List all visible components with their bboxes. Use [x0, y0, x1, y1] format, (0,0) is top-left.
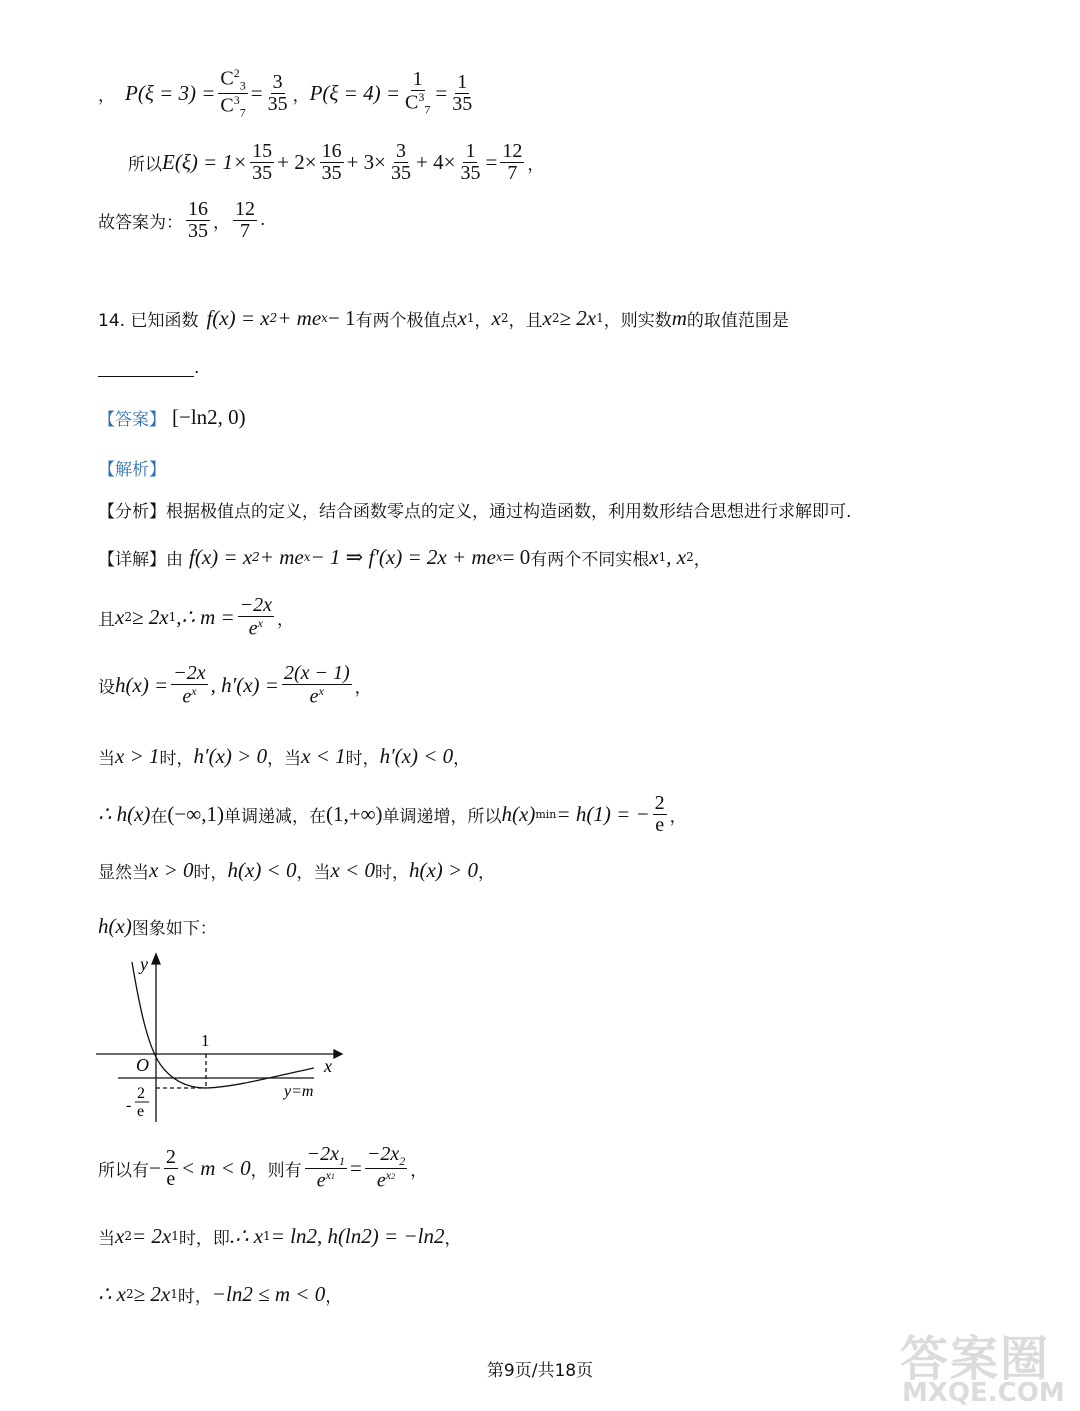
- mono-t2: 单调递减，在: [223, 806, 326, 827]
- watermark-bottom: MXQE.COM: [902, 1378, 1065, 1408]
- d1-end: ，: [453, 748, 471, 769]
- xr-t1: 显然当: [98, 862, 149, 883]
- p-symbol: P: [125, 80, 138, 105]
- p-xi-3: (ξ = 3) =: [137, 80, 216, 105]
- you: 由: [166, 549, 183, 570]
- f-12-7: $\frac{12}{7}$: [502, 139, 523, 184]
- sy-t1: 所以有: [98, 1160, 149, 1181]
- xj-e4: = 0: [502, 544, 531, 569]
- answer-label: 【答案】: [98, 409, 166, 430]
- function-graph: [96, 950, 346, 1125]
- xr-e1: x > 0: [149, 857, 194, 882]
- f-symbol: f: [206, 305, 213, 330]
- ans-12-7: $\frac{12}{7}$: [235, 197, 255, 242]
- d2-t1: 当: [98, 1228, 115, 1249]
- label-suoyi: 所以: [128, 154, 162, 175]
- label-gu: 故答案为：: [98, 212, 183, 233]
- minus-1: − 1: [327, 305, 356, 330]
- d1-t1: 当: [98, 748, 115, 769]
- p-xi-4: (ξ = 4) =: [322, 80, 400, 105]
- she-mid: , h′(x) =: [210, 672, 279, 697]
- qie-end: ，: [277, 609, 295, 630]
- xr-t4: 时，: [374, 862, 409, 883]
- f-15-35: $\frac{15}{35}$: [252, 139, 273, 184]
- fenxi-row: [98, 496, 851, 522]
- plus4: + 4×: [416, 149, 456, 174]
- d1-e4: h′(x) < 0: [379, 743, 454, 768]
- qie-e3: ,∴ m =: [176, 604, 235, 629]
- page-footer: 第9页/共18页: [486, 1361, 594, 1381]
- q14-t2: 有两个极值点: [355, 310, 458, 331]
- xianran-row: [98, 854, 495, 886]
- analysis-row: [98, 454, 166, 480]
- qie-frac: $\frac{-2x}{e^x}$: [239, 593, 273, 640]
- final-row: ∴ x 2 ≥ 2x 1 时， −ln2 ≤ m < 0 ，: [98, 1281, 343, 1307]
- qie-t: 且: [98, 609, 115, 630]
- label-x: x: [324, 1056, 332, 1076]
- xj-e2: + me: [259, 544, 304, 569]
- x-arrow: [334, 1050, 342, 1058]
- dang1-row: [98, 740, 470, 772]
- xj-roots2: , x: [666, 544, 687, 569]
- qie-e2: ≥ 2x: [131, 604, 169, 629]
- f-end: ，: [325, 1286, 343, 1307]
- f-e1: ∴ x: [98, 1281, 126, 1306]
- f-e3: −ln2 ≤ m < 0: [211, 1281, 326, 1306]
- she-e: h(x) =: [115, 672, 169, 697]
- xj-e3: − 1 ⇒ f′(x) = 2x + me: [310, 544, 496, 569]
- d2-end: ，: [444, 1228, 462, 1249]
- q14-t4: ，且: [508, 310, 543, 331]
- xiangjie-row: 【详解】 由 f(x) = x 2 + me x − 1 ⇒ f′(x) = 2x + me x = 0 有两个不同实根 x 1 , x 2 ，: [98, 544, 711, 570]
- h-curve: [132, 962, 314, 1088]
- fx-expr: (x) = x: [212, 305, 270, 330]
- ans-16-35: $\frac{16}{35}$: [188, 197, 208, 242]
- comma: ，: [98, 85, 115, 106]
- sy-frac1: $\frac{-2x_1}{e^{x1}}$: [306, 1143, 345, 1192]
- xr-t2: 时，: [193, 862, 228, 883]
- graph-t: 图象如下：: [131, 918, 217, 939]
- end: ，: [527, 154, 545, 175]
- xj-e1: f(x) = x: [189, 544, 253, 569]
- sep: ，: [292, 85, 310, 106]
- period: .: [260, 210, 266, 230]
- mono-frac: $\frac{2}{e}$: [654, 791, 665, 836]
- blank-period: .: [194, 358, 200, 378]
- comb-frac: $\frac{C^2_3}{C^3_7}$: [220, 66, 246, 120]
- mono-min: min: [535, 807, 557, 821]
- label-one: 1: [201, 1031, 210, 1050]
- y-arrow: [152, 954, 160, 964]
- prob-line-1: ， P (ξ = 3) = $\frac{C^2_3}{C^3_7}$ = $\frac{3}{35}$ ， P (ξ = 4) = $\frac{1}{C^3_7}$ = $\frac{1}{35}$: [98, 66, 473, 120]
- mono-e5: = h(1) = −: [556, 801, 650, 826]
- x1: x: [457, 305, 467, 330]
- d2-e2: = 2x: [131, 1223, 172, 1248]
- question-14: 14. 已知函数 f (x) = x 2 + me x − 1 有两个极值点 x 1 ， x 2 ，且 x 2 ≥ 2x 1 ，则实数 m 的取值范围是: [98, 305, 789, 331]
- analysis-label: 【解析】: [98, 459, 166, 480]
- she-row: [98, 656, 372, 714]
- sy-eq: =: [349, 1155, 362, 1180]
- sep: ，: [213, 212, 230, 233]
- qie-row: 且 x 2 ≥ 2x 1 ,∴ m = $\frac{-2x}{e^x}$ ，: [98, 593, 295, 640]
- fenxi-label: 【分析】: [98, 501, 166, 522]
- mono-t1: 在: [150, 806, 168, 827]
- sy-t2: ，则有: [250, 1160, 302, 1181]
- q14-t6: 的取值范围是: [686, 310, 789, 331]
- expr-e: E(ξ) = 1×: [162, 149, 248, 174]
- d2-e3: .∴ x: [229, 1223, 264, 1248]
- graph-caption: [98, 910, 217, 942]
- answer-blank: [98, 356, 199, 380]
- mono-row: [98, 786, 687, 842]
- xr-e2: h(x) < 0: [227, 857, 297, 882]
- she-t: 设: [98, 677, 115, 698]
- xr-end: ，: [477, 862, 495, 883]
- f-1-35: $\frac{1}{35}$: [460, 139, 481, 184]
- xj-roots: x: [649, 544, 659, 569]
- answer-13-line: [98, 192, 265, 248]
- sy-frac: $\frac{2}{e}$: [165, 1145, 176, 1190]
- mono-end: ，: [669, 806, 687, 827]
- blank-line: [98, 360, 194, 377]
- f-16-35: $\frac{16}{35}$: [321, 139, 342, 184]
- she-frac2: $\frac{2(x - 1)}{e^x}$: [283, 661, 350, 708]
- dang2-row: 当 x 2 = 2x 1 时，即 .∴ x 1 = ln2, h(ln2) = −ln2 ，: [98, 1223, 462, 1249]
- q14-t5: ，则实数: [603, 310, 672, 331]
- q14-t3: ，: [474, 310, 492, 331]
- mono-e4: h(x): [501, 801, 536, 826]
- cond-x2: x: [542, 305, 552, 330]
- sy-e2: < m < 0: [180, 1155, 251, 1180]
- d1-e1: x > 1: [115, 743, 160, 768]
- plus2: + 2×: [277, 149, 317, 174]
- watermark-top: 答案圈: [900, 1331, 1051, 1387]
- plus3: + 3×: [346, 149, 387, 174]
- label-min-minus: -: [126, 1097, 132, 1114]
- d2-e1: x: [115, 1223, 125, 1248]
- answer-row: [98, 400, 246, 434]
- sy-frac2: $\frac{-2x_2}{e^{x2}}$: [366, 1143, 406, 1192]
- d1-e2: h′(x) > 0: [193, 743, 268, 768]
- x2: x: [491, 305, 501, 330]
- xiangjie-label: 【详解】: [98, 549, 166, 570]
- frac-1-c73: $\frac{1}{C^3_7}$: [405, 68, 431, 118]
- qie-e: x: [115, 604, 125, 629]
- sy-e1: −: [149, 1155, 161, 1180]
- xr-e4: h(x) > 0: [408, 857, 478, 882]
- equals: =: [485, 149, 498, 174]
- label-min-den: e: [137, 1103, 145, 1120]
- me-term: + me: [277, 305, 322, 330]
- watermark-logo: [900, 1320, 1080, 1411]
- d1-t2: 时，: [159, 748, 194, 769]
- d1-t4: 时，: [345, 748, 380, 769]
- suoyi-row: [98, 1140, 427, 1196]
- label-min-num: 2: [137, 1085, 145, 1102]
- frac-3-35: $\frac{3}{35}$: [267, 70, 288, 115]
- mono-e3: (1,+∞): [325, 801, 383, 826]
- d2-t2: 时，即: [178, 1228, 230, 1249]
- graph-h: h(x): [98, 913, 132, 938]
- sy-end: ，: [410, 1160, 428, 1181]
- she-frac1: $\frac{-2x}{e^x}$: [173, 661, 206, 708]
- mono-e1: ∴ h(x): [98, 801, 151, 826]
- she-end: ，: [354, 677, 372, 698]
- label-y: y: [140, 954, 148, 974]
- mono-t3: 单调递增，所以: [382, 806, 502, 827]
- m-symbol: m: [671, 305, 687, 330]
- q14-text: 14. 已知函数: [98, 310, 199, 331]
- expectation-line: [128, 134, 544, 190]
- d2-e4: = ln2, h(ln2) = −ln2: [270, 1223, 445, 1248]
- label-ym: y=m: [284, 1083, 314, 1100]
- xr-t3: ，当: [296, 862, 331, 883]
- cond-2x1: ≥ 2x: [559, 305, 597, 330]
- mono-e2: (−∞,1): [167, 801, 224, 826]
- fenxi-text: 根据极值点的定义，结合函数零点的定义，通过构造函数，利用数形结合思想进行求解即可.: [166, 501, 852, 522]
- xr-e3: x < 0: [330, 857, 375, 882]
- d1-t3: ，当: [267, 748, 302, 769]
- p-symbol-2: P: [309, 80, 323, 105]
- f-3-35: $\frac{3}{35}$: [391, 139, 412, 184]
- f-e2: ≥ 2x: [133, 1281, 171, 1306]
- frac-1-35: $\frac{1}{35}$: [452, 70, 473, 115]
- d1-e3: x < 1: [301, 743, 346, 768]
- f-t1: 时，: [177, 1286, 212, 1307]
- xj-t: 有两个不同实根: [530, 549, 650, 570]
- xj-end: ，: [693, 549, 711, 570]
- label-origin: O: [136, 1055, 149, 1075]
- answer-value: [−ln2, 0): [172, 404, 246, 429]
